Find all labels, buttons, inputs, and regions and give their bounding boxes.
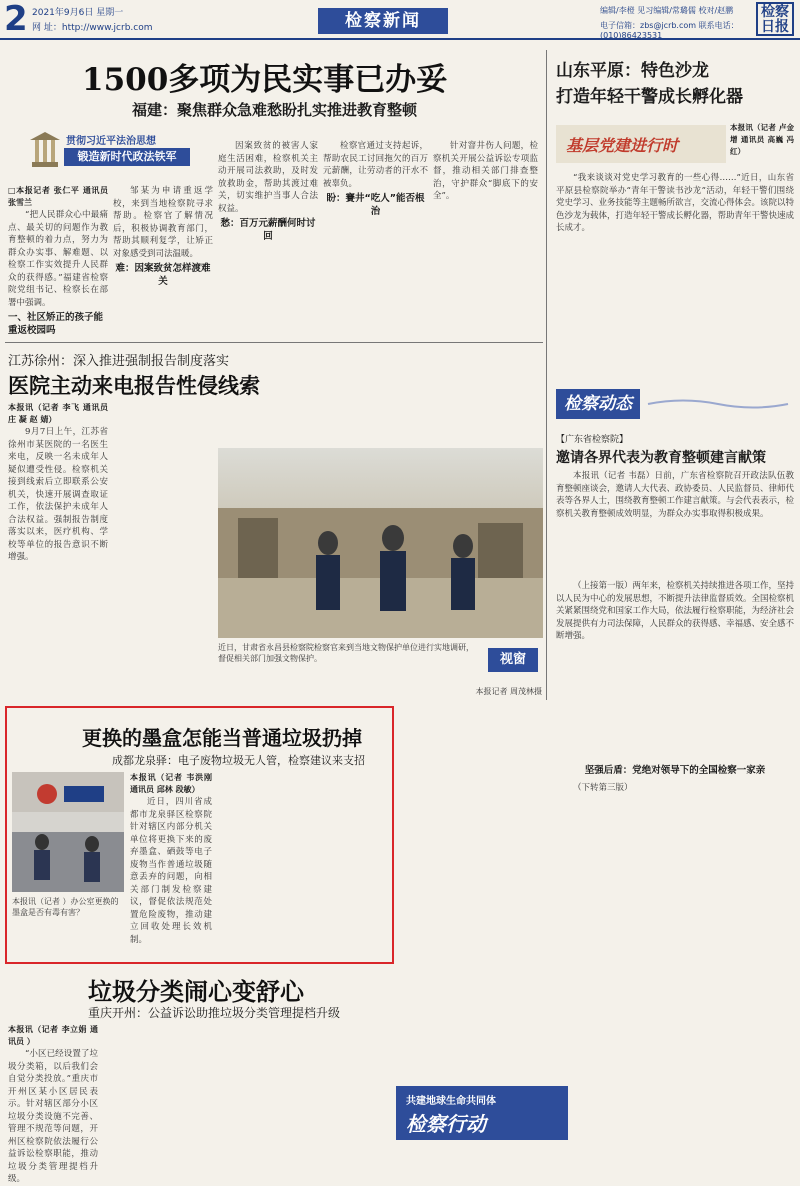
ad-bottom-text: 检察行动 <box>406 1112 486 1136</box>
story6-headline: 垃圾分类闹心变舒心 <box>88 977 304 1006</box>
story2-col2 <box>113 402 213 697</box>
story1-col5-text: 针对窨井伤人问题，检察机关开展公益诉讼专项监督，推动相关部门排查整治，守护群众“脚底下的安全”。 <box>433 141 538 201</box>
story1-col2 <box>113 185 213 340</box>
ad-top-text: 共建地球生命共同体 <box>406 1096 496 1107</box>
story1-sub3: 愁：百万元薪酬何时讨回 <box>220 218 316 242</box>
newspaper-logo: 检察 日报 <box>756 2 794 36</box>
date-line: 2021年9月6日 星期一 <box>32 8 124 18</box>
story2-kicker: 江苏徐州：深入推进强制报告制度落实 <box>8 354 230 369</box>
story1-headline: 1500多项为民实事已办妥 <box>82 62 448 98</box>
story1-sub4: 盼：賽井“吃人”能否根治 <box>326 193 425 217</box>
story2-byline: 本报讯（记者 李飞 通讯员 庄 凝 赵 婧） <box>8 403 108 424</box>
main-photo <box>218 448 543 638</box>
story2-col1 <box>8 402 108 697</box>
story1-col5 <box>433 140 538 340</box>
story5-col1 <box>130 772 212 958</box>
dynamics-banner <box>556 385 796 425</box>
story7-body-text: （上接第一版）两年来，检察机关持续推进各项工作，坚持以人民为中心的发展思想，不断提升法律监督质效。全国检察机关紧紧围绕党和国家工作大局，依法履行检察职能，为经济社会发展提供有力司法保障，人民群众的获得感、幸福感、安全感不断增强。 <box>556 581 795 641</box>
section-badge: 检察新闻 <box>318 8 448 34</box>
story4-kicker: 【广东省检察院】 <box>556 435 629 445</box>
column-rule <box>546 50 547 700</box>
story3-byline: 本报讯（记者 卢金增 通讯员 高巍 冯 红） <box>730 123 794 156</box>
story5-photo-caption: 本报讯（记者 ）办公室更换的墨盒是否有毒有害？ <box>12 897 119 917</box>
story3-headline: 打造年轻干警成长孵化器 <box>556 87 743 107</box>
story1-col3 <box>218 140 318 340</box>
environment-ad-bar <box>396 1086 568 1140</box>
story3-body <box>556 172 794 382</box>
story6-col3 <box>198 1024 288 1144</box>
badge-top-text: 贯彻习近平法治思想 <box>66 136 156 147</box>
story2-headline: 医院主动来电报告性侵线索 <box>8 373 260 398</box>
photo-badge: 视窗 <box>488 648 538 672</box>
story7-bottom: 坚强后盾：党绝对领导下的全国检察一家亲 （下转第三版） <box>556 762 794 1142</box>
story6-body-text: “小区已经设置了垃圾分类箱，以后我们会自觉分类投放。”重庆市开州区某小区居民表示。针对辖区部分小区垃圾分类设施不完善、管理不规范等问题，开州区检察院依法履行公益诉讼检察职能，推动垃圾分类管理提档升级。 <box>8 1049 98 1184</box>
story1-col1 <box>8 185 108 340</box>
story1-byline: □本报记者 张仁平 通讯员 张雪兰 <box>8 186 108 207</box>
section-rule <box>5 342 543 343</box>
story6-col5 <box>396 970 568 1082</box>
pillar-icon <box>30 132 60 168</box>
story6-byline: 本报讯（记者 李立娟 通讯员 ） <box>8 1025 98 1046</box>
theme-badge <box>30 130 190 174</box>
story4-body-text: 本报讯（记者 韦磊）日前，广东省检察院召开政法队伍教育整顿座谈会，邀请人大代表、政协委员、人民监督员、律师代表等各界人士，围绕教育整顿工作建言献策。与会代表表示，检察机关教育整顿成效明显，为群众办实事取得积极成果。 <box>556 471 795 519</box>
story1-col1-text: “把人民群众心中最痛点、最关切的问题作为教育整顿的着力点，努力为群众办实事、解难题、以检察工作实效提升人民群众的获得感。”福建省检察院党组书记、检察长在部署中强调。 <box>8 210 108 308</box>
story1-col4-text: 检察官通过支持起诉，帮助农民工讨回拖欠的百万元薪酬，让劳动者的汗水不被辜负。 <box>323 141 428 189</box>
story5-col3 <box>304 772 388 958</box>
story3-byline-box <box>730 122 794 166</box>
story6-col1 <box>8 1024 98 1184</box>
banner-text: 基层党建进行时 <box>566 136 679 155</box>
story1-sub1: 一、社区矫正的孩子能重返校园吗 <box>8 312 104 336</box>
story1-col4 <box>323 140 428 340</box>
photo-credit: 本报记者 周茂林摄 <box>475 687 542 696</box>
dynamics-label: 检察动态 <box>556 389 640 419</box>
story6-subhead: 重庆开州：公益诉讼助推垃圾分类管理提档升级 <box>88 1006 341 1020</box>
story5-continuation <box>400 772 540 962</box>
story5-subhead: 成都龙泉驿：电子废物垃圾无人管，检察建议来支招 <box>112 754 365 767</box>
photo-caption-text: 近日，甘肃省永昌县检察院检察官来到当地文物保护单位进行实地调研，督促相关部门加强文物保护。 <box>218 643 474 663</box>
story1-subhead: 福建：聚焦群众急难愁盼扎实推进教育整顿 <box>132 101 418 119</box>
story2-body-text: 9月7日上午，江苏省徐州市某医院的一名医生来电，反映一名未成年人疑似遭受性侵。检察机关接到线索后立即联系公安机关，快速开展调查取证工作，依法保护未成年人合法权益。强制报告制度落实以来，医疗机构、学校等单位的报告意识不断增强。 <box>8 427 108 562</box>
photo-caption <box>218 642 480 686</box>
story5-photo <box>12 772 124 892</box>
website: 网 址：http://www.jcrb.com <box>32 23 153 33</box>
story1-col3-text: 因案致贫的被害人家庭生活困难，检察机关主动开展司法救助，及时发放救助金，帮助其渡过难关，切实维护当事人合法权益。 <box>218 141 318 214</box>
story1-sub2: 难：因案致贫怎样渡难关 <box>115 263 211 287</box>
story5-byline: 本报讯（记者 韦洪刚 通讯员 邱林 段敏） <box>130 773 212 794</box>
email-line: 电子信箱：zbs@jcrb.com 联系电话：(010)86423531 <box>600 21 739 40</box>
story3-body-text: “我来谈谈对党史学习教育的一些心得……”近日，山东省平原县检察院举办“青年干警读书沙龙”活动，年轻干警们围绕党史学习、业务技能等主题畅所欲言，交流心得体会。该院以特色沙龙为载体，打造年轻干警成长孵化器，帮助青年干警快速成长成才。 <box>556 173 795 233</box>
story7-top <box>556 580 794 750</box>
story4-headline: 邀请各界代表为教育整顿建言献策 <box>556 450 766 466</box>
page-number: 2 <box>4 0 28 39</box>
story5-headline: 更换的墨盒怎能当普通垃圾扔掉 <box>82 726 362 750</box>
story1-col2-text: 邹某为申请重返学校，来到当地检察院寻求帮助。检察官了解情况后，积极协调教育部门，帮助其顺利复学，让矫正对象感受到司法温暖。 <box>113 186 213 259</box>
story3-kicker: 山东平原：特色沙龙 <box>556 61 709 81</box>
story5-body-text: 近日，四川省成都市龙泉驿区检察院针对辖区内部分机关单位将更换下来的废弃墨盒、硒鼓等电子废物当作普通垃圾随意丢弃的问题，向相关部门制发检察建议，督促依法规范处置危险废物，推动建立回收处理长效机制。 <box>130 797 212 945</box>
editors-line: 编辑/李橙 见习编辑/常璐儒 校对/赵鹏 <box>600 6 734 15</box>
story7-subhead: 坚强后盾：党绝对领导下的全国检察一家亲 <box>584 765 766 776</box>
masthead <box>0 0 800 40</box>
story6-col4 <box>293 1024 388 1144</box>
story6-col2 <box>103 1024 193 1144</box>
story4-body <box>556 470 794 570</box>
badge-bottom-text: 锻造新时代政法铁军 <box>64 148 190 166</box>
story5-col2 <box>217 772 299 958</box>
banner-wave-icon <box>648 397 788 411</box>
party-building-banner <box>556 125 726 163</box>
